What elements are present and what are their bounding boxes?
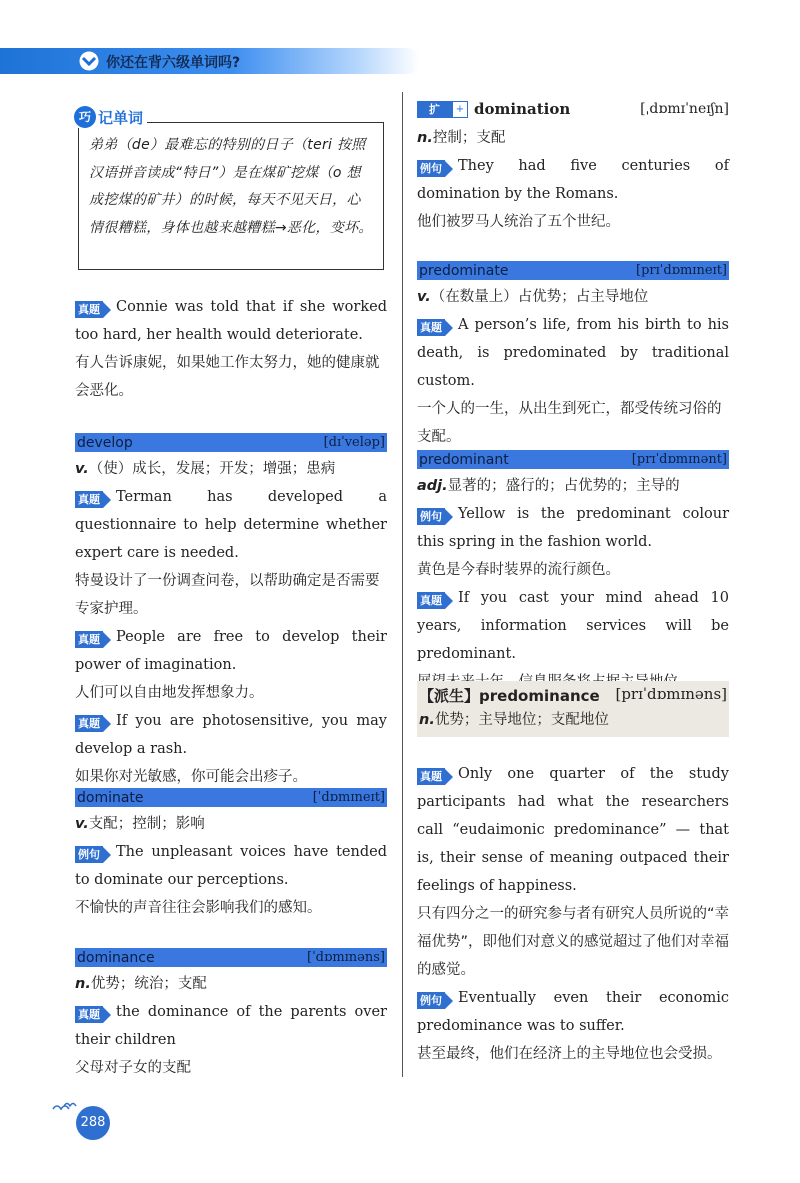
example-cn: 只有四分之一的研究参与者有研究人员所说的“幸福优势”，即他们对意义的感觉超过了他们对幸福的感觉。 [417, 906, 730, 978]
exam-tag: 真题 [417, 319, 453, 336]
entry-head-develop [75, 433, 387, 452]
pronunciation: [ˈdɒmɪnəns] [307, 950, 385, 965]
exam-tag: 真题 [417, 592, 453, 609]
definition: 支配；控制；影响 [88, 816, 205, 832]
example-en: Terman has developed a questionnaire to help determine whether expert care is needed. [75, 489, 387, 561]
headword: domination [474, 100, 571, 118]
header-banner [0, 48, 420, 74]
definition: 控制；支配 [432, 130, 506, 146]
example-cn: 黄色是今春时装界的流行颜色。 [417, 562, 620, 578]
pronunciation: [ˈdɒmɪneɪt] [312, 790, 385, 805]
part-of-speech: n. [419, 712, 435, 728]
memo-badge: 巧 [74, 106, 96, 128]
entry-predominate [417, 283, 729, 451]
headword: dominate [77, 789, 144, 806]
example-en: Connie was told that if she worked too hard, her health would deteriorate. [75, 299, 387, 343]
entry-dominance [75, 970, 387, 1082]
memo-box [78, 122, 384, 270]
example-en: If you cast your mind ahead 10 years, information services will be predominant. [417, 590, 729, 662]
exam-tag: 真题 [75, 1006, 111, 1023]
deteriorate-example [75, 293, 387, 405]
example-en: Only one quarter of the study participants had what the researchers call “eudaimonic predominance” — that is, their sense of meaning outpaced their feelings of happiness. [417, 766, 729, 894]
derive-tag: 【派生】 [419, 687, 480, 705]
birds-icon [52, 1100, 78, 1114]
page-header-title: 你还在背六级单词吗? [106, 55, 241, 71]
memo-label: 记单词 [98, 108, 144, 127]
example-en: Yellow is the predominant colour this spring in the fashion world. [417, 506, 729, 550]
example-cn: 一个人的一生，从出生到死亡，都受传统习俗的支配。 [417, 401, 722, 445]
part-of-speech: v. [75, 816, 89, 832]
chevron-down-icon [78, 51, 100, 71]
part-of-speech: v. [417, 289, 431, 305]
plus-icon: + [452, 101, 468, 118]
example-en: People are free to develop their power of imagination. [75, 629, 387, 673]
pronunciation: [dɪˈveləp] [323, 435, 385, 450]
derivative-box-predominance [417, 681, 729, 737]
extend-tag: 扩 [417, 101, 452, 118]
example-tag: 例句 [417, 160, 453, 177]
definition: （使）成长，发展；开发；增强；患病 [88, 461, 336, 477]
exam-tag: 真题 [75, 301, 111, 318]
part-of-speech: n. [417, 130, 433, 146]
entry-head-dominate [75, 788, 387, 807]
headword: dominance [77, 949, 155, 966]
entry-domination [417, 124, 729, 236]
headword: develop [77, 434, 133, 451]
page-number: 288 [76, 1106, 110, 1140]
entry-develop [75, 455, 387, 791]
example-cn: 如果你对光敏感，你可能会出疹子。 [75, 769, 307, 785]
headword: predominance [479, 687, 600, 705]
part-of-speech: v. [75, 461, 89, 477]
example-cn: 不愉快的声音往往会影响我们的感知。 [75, 900, 322, 916]
entry-predominant [417, 472, 729, 696]
entry-head-dominance [75, 948, 387, 967]
part-of-speech: adj. [417, 478, 448, 494]
example-en: The unpleasant voices have tended to dominate our perceptions. [75, 844, 387, 888]
exam-tag: 真题 [75, 631, 111, 648]
example-cn: 有人告诉康妮，如果她工作太努力，她的健康就会恶化。 [75, 355, 380, 399]
exam-tag: 真题 [417, 768, 453, 785]
example-en: the dominance of the parents over their children [75, 1004, 387, 1048]
pronunciation: [prɪˈdɒmɪneɪt] [636, 263, 727, 278]
example-en: Eventually even their economic predominance was to suffer. [417, 990, 729, 1034]
entry-dominate [75, 810, 387, 922]
memo-tag [74, 106, 147, 128]
definition: （在数量上）占优势；占主导地位 [430, 289, 649, 305]
example-tag: 例句 [417, 508, 453, 525]
memo-text: 弟弟（de）最难忘的特别的日子（teri 按照汉语拼音读成“特日”）是在煤矿挖煤（o 想成挖煤的矿井）的时候，每天不见天日，心情很糟糕，身体也越来越糟糕→恶化，变坏。 [89, 137, 373, 236]
headword: predominant [419, 451, 509, 468]
example-en: They had five centuries of domination by the Romans. [417, 158, 729, 202]
example-cn: 人们可以自由地发挥想象力。 [75, 685, 264, 701]
example-en: A person’s life, from his birth to his death, is predominated by traditional custom. [417, 317, 729, 389]
entry-predominance [417, 760, 729, 1068]
example-cn: 他们被罗马人统治了五个世纪。 [417, 214, 620, 230]
example-cn: 甚至最终，他们在经济上的主导地位也会受损。 [417, 1046, 722, 1062]
definition: 优势；主导地位；支配地位 [434, 712, 609, 728]
example-cn: 父母对子女的支配 [75, 1060, 191, 1076]
example-tag: 例句 [417, 992, 453, 1009]
headword: predominate [419, 262, 509, 279]
pronunciation: [prɪˈdɒmɪnəns] [615, 685, 727, 703]
part-of-speech: n. [75, 976, 91, 992]
exam-tag: 真题 [75, 491, 111, 508]
extension-head-domination [417, 98, 729, 120]
example-tag: 例句 [75, 846, 111, 863]
exam-tag: 真题 [75, 715, 111, 732]
example-en: If you are photosensitive, you may develop a rash. [75, 713, 387, 757]
entry-head-predominant [417, 450, 729, 469]
definition: 显著的；盛行的；占优势的；主导的 [447, 478, 680, 494]
entry-head-predominate [417, 261, 729, 280]
pronunciation: [prɪˈdɒmɪnənt] [631, 452, 727, 467]
pronunciation: [ˌdɒmɪˈneɪʃn] [640, 101, 729, 117]
example-cn: 特曼设计了一份调查问卷，以帮助确定是否需要专家护理。 [75, 573, 380, 617]
column-divider [402, 92, 403, 1077]
definition: 优势；统治；支配 [90, 976, 207, 992]
